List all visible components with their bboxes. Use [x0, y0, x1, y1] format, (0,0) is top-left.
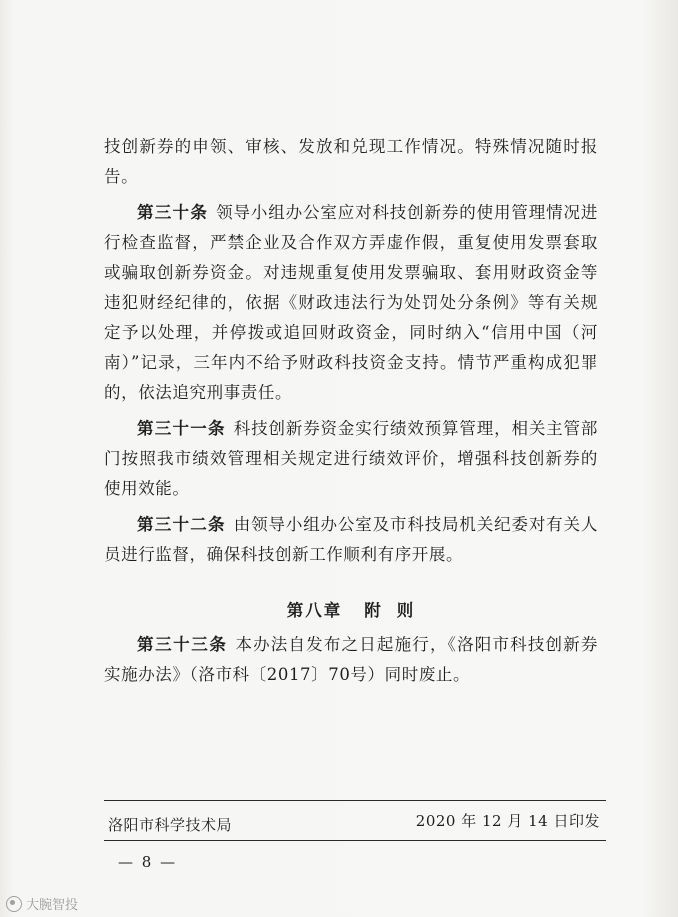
document-body — [104, 132, 598, 696]
footer-issuer: 洛阳市科学技术局 — [108, 816, 233, 834]
article-31 — [104, 414, 598, 504]
footer-date: 2020 年 12 月 14 日印发 — [415, 812, 600, 830]
footer-bottom-rule — [104, 840, 606, 841]
article-32-title: 第三十二条 — [137, 515, 226, 534]
chapter-title-char-1: 附 — [364, 601, 383, 620]
article-32 — [104, 510, 598, 570]
article-33-text: 本办法自发布之日起施行，《洛阳市科技创新券实施办法》（洛市科〔2017〕70号）同时废止。 — [104, 635, 598, 684]
footer-top-rule — [104, 800, 606, 801]
chapter-heading — [104, 596, 598, 626]
article-31-text: 科技创新券资金实行绩效预算管理，相关主管部门按照我市绩效管理相关规定进行绩效评价，增强科技创新券的使用效能。 — [104, 419, 598, 498]
watermark-logo-icon — [6, 896, 22, 912]
article-33 — [104, 630, 598, 690]
chapter-title-char-2: 则 — [396, 601, 416, 620]
article-33-title: 第三十三条 — [137, 635, 228, 654]
chapter-number: 第八章 — [286, 601, 343, 620]
page-number: — 8 — — [118, 853, 178, 871]
paragraph-continuation: 技创新券的申领、审核、发放和兑现工作情况。特殊情况随时报告。 — [104, 137, 598, 186]
article-30-text: 领导小组办公室应对科技创新券的使用管理情况进行检查监督，严禁企业及合作双方弄虚作假，重复使用发票套取或骗取创新券资金。对违规重复使用发票骗取、套用财政资金等违犯财经纪律的，依据《财政违法行为处罚处分条例》等有关规定予以处理，并停拨或追回财政资金，同时纳入“信用中国（河南）”记录，三年内不给予财政科技资金支持。情节严重构成犯罪的，依法追究刑事责任。 — [104, 203, 599, 402]
article-30 — [104, 198, 598, 408]
article-31-title: 第三十一条 — [137, 419, 226, 438]
watermark-text: 大腕智投 — [26, 898, 79, 913]
article-30-title: 第三十条 — [137, 203, 209, 222]
watermark — [6, 894, 78, 913]
article-32-text: 由领导小组办公室及市科技局机关纪委对有关人员进行监督，确保科技创新工作顺利有序开展。 — [104, 515, 598, 564]
